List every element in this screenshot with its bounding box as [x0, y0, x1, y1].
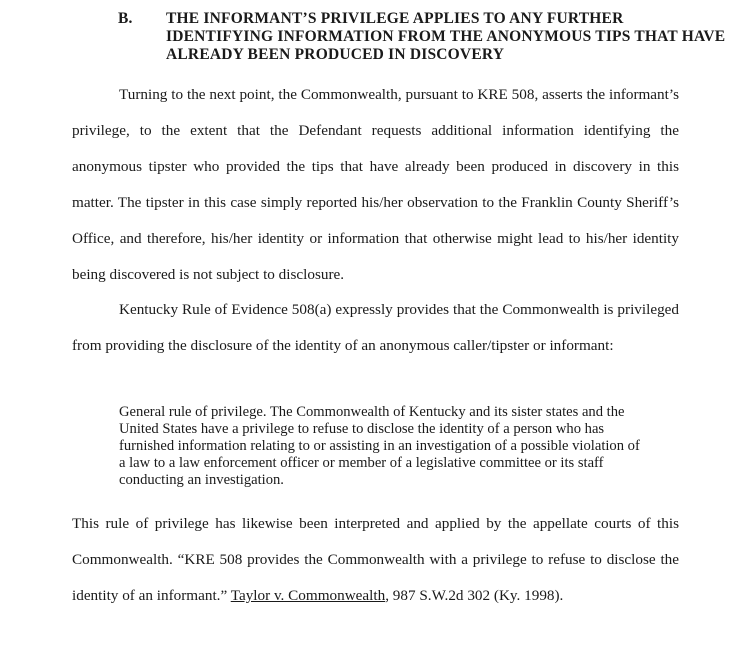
paragraph-kre-508a-provision: Kentucky Rule of Evidence 508(a) expressly provides that the Commonwealth is privileged from providing the disclosure of the identity of an anonymous caller/tipster or informant:: [72, 301, 679, 354]
case-citation-reporter: , 987 S.W.2d 302 (Ky. 1998).: [385, 587, 564, 604]
block-quote-rule-text: General rule of privilege. The Commonwealth of Kentucky and its sister states and the United States have a privilege to refuse to disclose the identity of a person who has furnished information relating to or assisting in an investigation of a possible violation of a law to a law enforcement officer or member of a legislative committee or its staff conducting an investigation.: [119, 404, 640, 488]
paragraph-appellate-interpretation: [72, 506, 679, 614]
paragraph-kre-508-assertion: Turning to the next point, the Commonwealth, pursuant to KRE 508, asserts the informant’s privilege, to the extent that the Defendant requests additional information identifying the anonymous tipster who provided the tips that have already been produced in discovery in this matter. The tipster in this case simply reported his/her observation to the Franklin County Sheriff’s Office, and therefore, his/her identity or information that otherwise might lead to his/her identity being discovered is not subject to disclosure.: [72, 86, 679, 283]
section-letter: B.: [118, 10, 133, 27]
paragraph-text: This rule of privilege has likewise been interpreted and applied by the appellate courts of this Commonwealth. “KRE 508 provides the Commonwealth with a privilege to refuse to disclose the identity of an informant.”: [72, 515, 679, 604]
case-citation-name: Taylor v. Commonwealth: [230, 587, 386, 604]
section-heading-text: THE INFORMANT’S PRIVILEGE APPLIES TO ANY FURTHER IDENTIFYING INFORMATION FROM THE ANONYMOUS TIPS THAT HAVE ALREADY BEEN PRODUCED IN DISCOVERY: [166, 10, 726, 63]
